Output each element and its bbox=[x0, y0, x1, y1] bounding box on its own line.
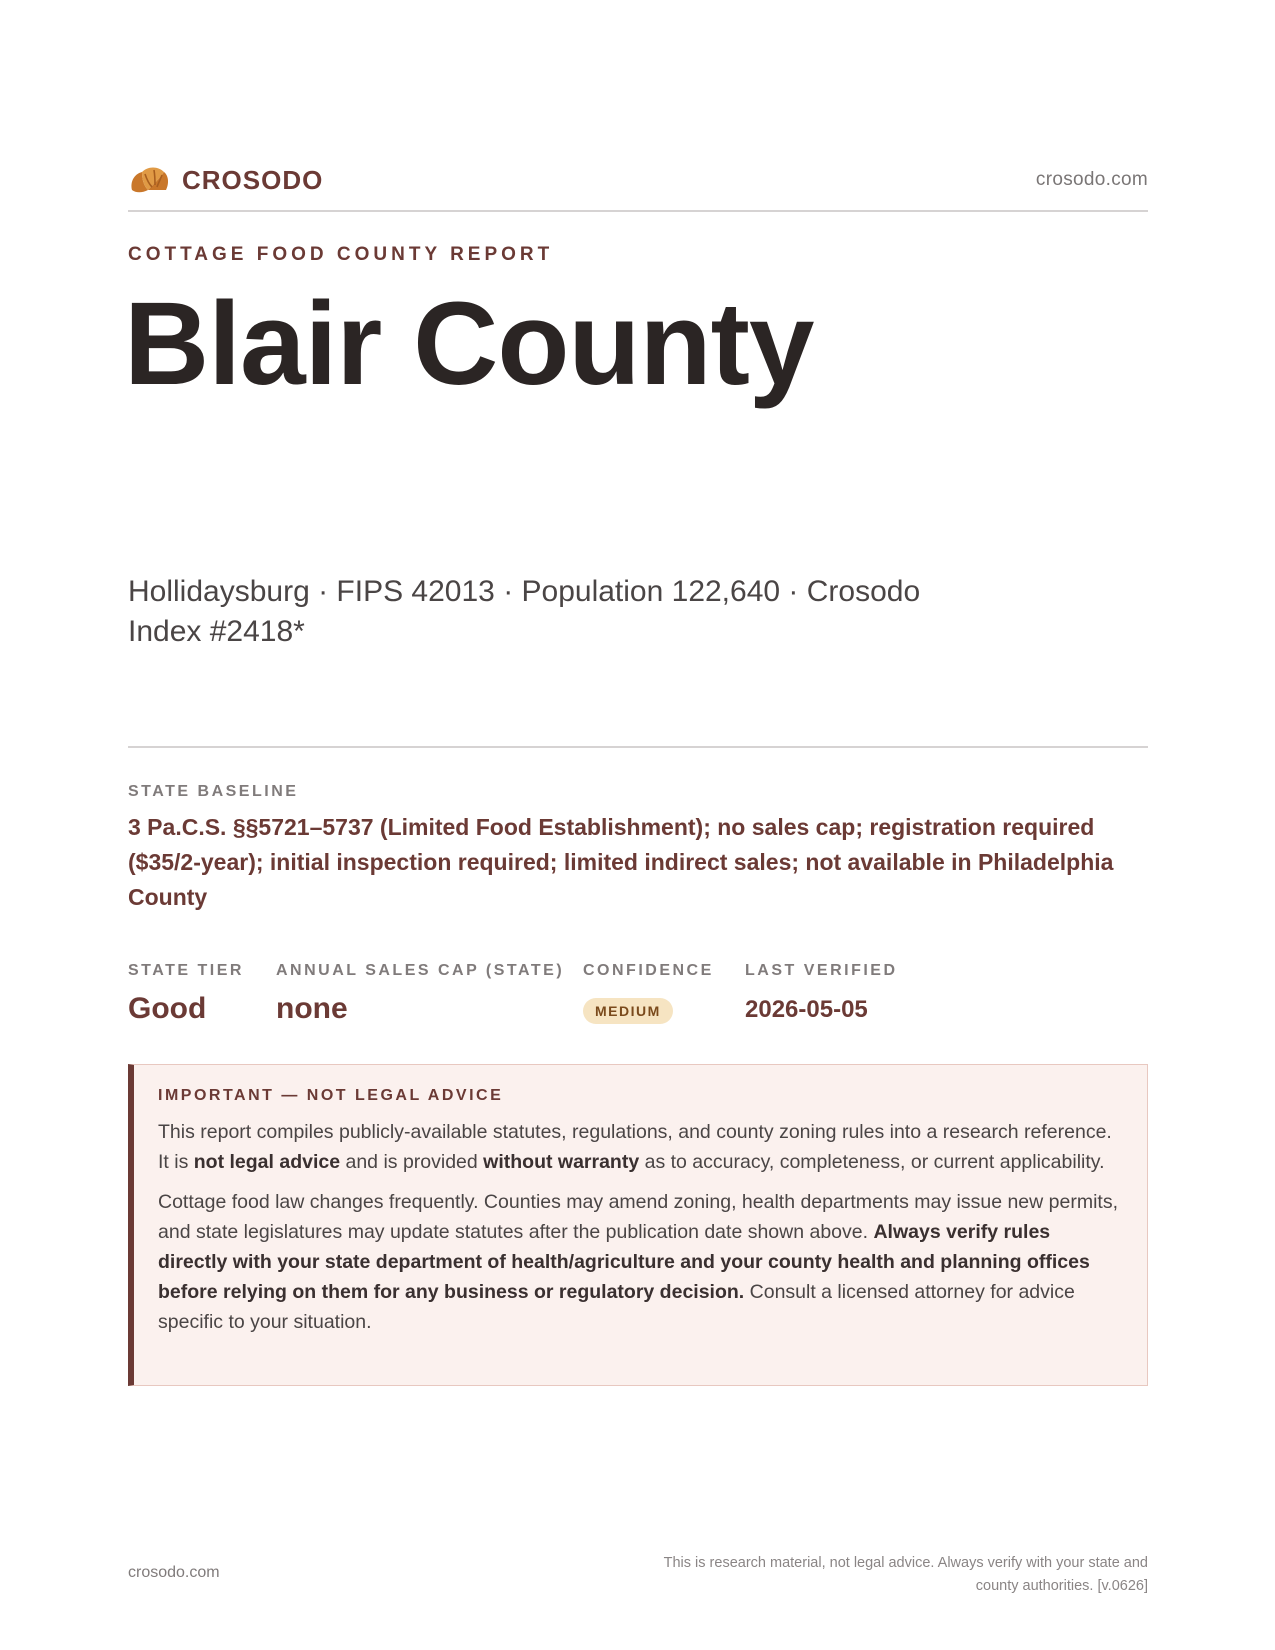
footer-site-link[interactable]: crosodo.com bbox=[128, 1564, 220, 1581]
notice-text: and is provided bbox=[340, 1151, 484, 1173]
state-baseline-text: 3 Pa.C.S. §§5721–5737 (Limited Food Establishment); no sales cap; registration required ($35/2-year); initial inspection required; limited indirect sales; not available in Philadelphia County bbox=[128, 814, 1114, 910]
notice-text: as to accuracy, completeness, or current applicability. bbox=[639, 1151, 1105, 1173]
stat-label: STATE TIER bbox=[128, 962, 244, 979]
notice-paragraph bbox=[158, 1117, 1121, 1177]
stat-label: CONFIDENCE bbox=[583, 962, 714, 979]
stat-sales-cap bbox=[276, 962, 564, 1026]
stat-value: Good bbox=[128, 992, 207, 1025]
notice-emphasis: not legal advice bbox=[193, 1151, 341, 1173]
footer-disclaimer: This is research material, not legal advice. Always verify with your state and county authorities. [v.0626] bbox=[663, 1555, 1148, 1594]
page-title: Blair County bbox=[124, 278, 814, 410]
state-baseline-label: STATE BASELINE bbox=[128, 783, 299, 800]
report-page bbox=[124, 0, 1148, 1650]
stat-confidence bbox=[583, 962, 714, 1024]
stat-value: none bbox=[276, 992, 348, 1025]
legal-notice bbox=[128, 1064, 1148, 1386]
notice-emphasis: Always verify rules directly with your state department of health/agriculture and your county health and planning offices before relying on them for any business or regulatory decision. bbox=[158, 1221, 1090, 1303]
stat-last-verified bbox=[745, 962, 898, 1024]
stat-state-tier bbox=[128, 962, 244, 1026]
stat-label: LAST VERIFIED bbox=[745, 962, 898, 979]
notice-emphasis: without warranty bbox=[483, 1151, 640, 1173]
notice-text: This report compiles publicly-available statutes, regulations, and county zoning rules into a research reference. It is bbox=[158, 1121, 1112, 1173]
site-link[interactable]: crosodo.com bbox=[1035, 169, 1148, 190]
notice-text: Consult a licensed attorney for advice specific to your situation. bbox=[158, 1281, 1075, 1333]
notice-title: IMPORTANT — NOT LEGAL ADVICE bbox=[158, 1087, 504, 1104]
stat-label: ANNUAL SALES CAP (STATE) bbox=[276, 962, 565, 979]
confidence-badge: MEDIUM bbox=[583, 998, 673, 1024]
notice-paragraph bbox=[158, 1187, 1121, 1337]
croissant-icon bbox=[128, 160, 170, 200]
county-meta: Hollidaysburg · FIPS 42013 · Population 122,640 · Crosodo Index #2418* bbox=[128, 575, 921, 648]
header-divider bbox=[128, 210, 1148, 212]
report-eyebrow: COTTAGE FOOD COUNTY REPORT bbox=[128, 244, 554, 265]
header bbox=[128, 158, 1148, 202]
brand-name: CROSODO bbox=[182, 164, 324, 195]
section-divider bbox=[128, 746, 1148, 748]
stats-row bbox=[128, 962, 1148, 1032]
stat-value: 2026-05-05 bbox=[745, 996, 868, 1023]
notice-text: Cottage food law changes frequently. Counties may amend zoning, health departments may issue new permits, and state legislatures may update statutes after the publication date shown above. bbox=[158, 1191, 1118, 1243]
brand[interactable] bbox=[128, 160, 323, 200]
